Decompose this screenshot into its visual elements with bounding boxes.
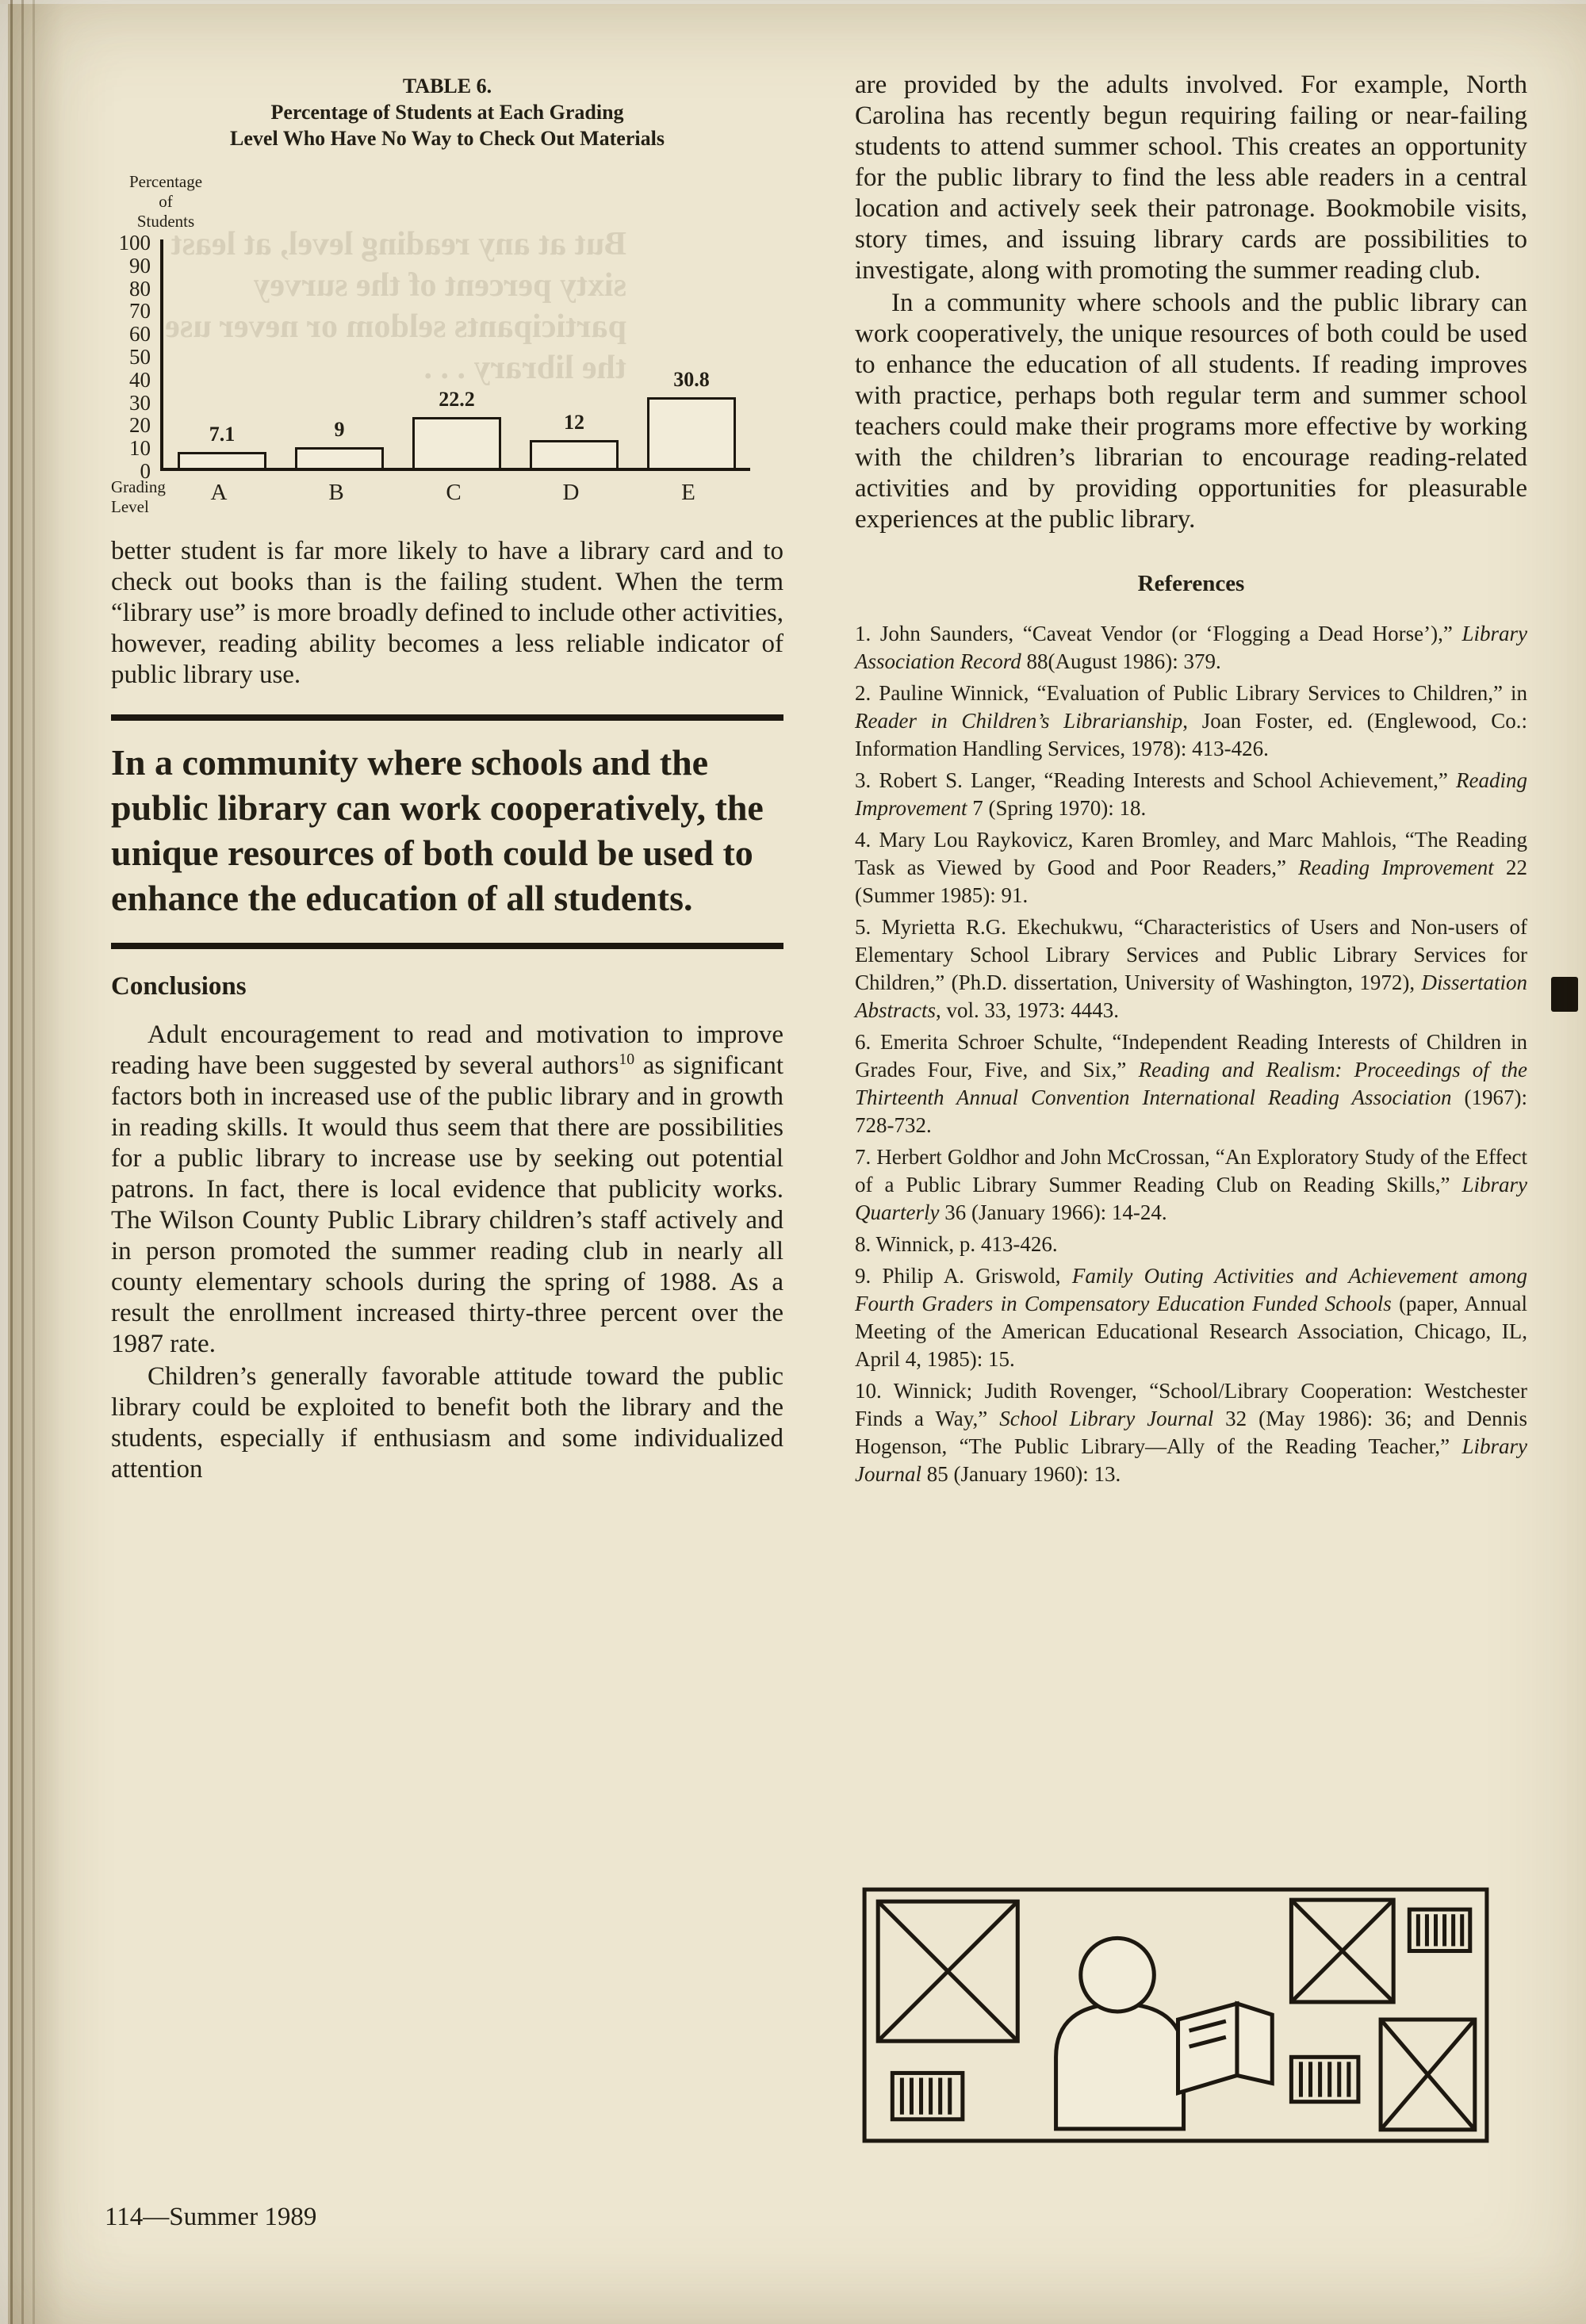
reference-item: 2. Pauline Winnick, “Evaluation of Public Library Services to Children,” in Reader in Children’s Librarianship, Joan Foster, ed. (Englewood, Co.: Information Handling Services, 1978): 413-426. [855, 681, 1528, 760]
right-column [855, 70, 1527, 1492]
reference-item: 10. Winnick; Judith Rovenger, “School/Library Cooperation: Westchester Finds a Way,” School Library Journal 32 (May 1986): 36; and Dennis Hogenson, “The Public Library—Ally of the Reading Teacher,” Library Journal 85 (January 1960): 13. [855, 1379, 1528, 1486]
pull-quote: In a community where schools and the public library can work cooperatively, the unique resources of both could be used to enhance the education of all students. [111, 714, 783, 949]
plot-row [111, 231, 783, 483]
y-axis-label-line: Percentage [128, 172, 203, 191]
x-axis-label-line: Grading [111, 477, 166, 496]
y-tick-label: 40 [129, 367, 151, 392]
plot-area [160, 239, 750, 471]
references-list [855, 620, 1527, 1488]
reference-item: 5. Myrietta R.G. Ekechukwu, “Characteristics of Users and Non-users of Elementary School Library Services and Public Library Services for Children,” (Ph.D. dissertation, University of Washington, 1972), Dissertation Abstracts, vol. 33, 1973: 4443. [855, 915, 1527, 1022]
y-tick-label: 80 [129, 276, 151, 301]
bar-D [530, 440, 619, 468]
bar-E [647, 397, 736, 468]
y-axis-label-line: of [159, 192, 173, 211]
conclusions-heading: Conclusions [111, 972, 247, 1001]
left-column [111, 73, 783, 1487]
chart-title-line1: TABLE 6. [402, 75, 492, 98]
paragraph-childrens-attitude: Children’s generally favorable attitude toward the public library could be exploited to benefit both the library and the students, especially if enthusiasm and some individualized attention [111, 1362, 783, 1484]
reference-item: 1. John Saunders, “Caveat Vendor (or ‘Flogging a Dead Horse’),” Library Association Record 88(August 1986): 379. [855, 622, 1527, 673]
chart-title [111, 73, 783, 151]
margin-print-mark [1551, 977, 1578, 1012]
y-axis-ticks [111, 231, 160, 483]
x-axis-label-line: Level [111, 497, 149, 516]
x-axis-row [111, 471, 783, 517]
bleedthrough-text: But at any reading level, at least sixty percent of the survey participants seldom or never use the library . . . [165, 226, 626, 386]
y-tick-label: 20 [129, 413, 151, 438]
y-tick-label: 60 [129, 322, 151, 346]
paragraph-adult-encouragement: Adult encouragement to read and motivation to improve reading have been suggested by several authors$^{10}$ as significant factors both in increased use of the public library and in growth in reading skills. It would thus seem that there are possibilities for a public library to increase use by seeking out potential patrons. In fact, there is local evidence that publicity works. The Wilson County Public Library children’s staff actively and in person promoted the summer reading club in nearly all county elementary schools during the spring of 1988. As a result the enrollment increased thirty-three percent over the 1987 rate. [111, 1020, 783, 1358]
reference-item: 4. Mary Lou Raykovicz, Karen Bromley, and Marc Mahlois, “The Reading Task as Viewed by Good and Poor Readers,” Reading Improvement 22 (Summer 1985): 91. [855, 828, 1527, 907]
y-tick-label: 30 [129, 390, 151, 415]
x-axis-categories [160, 471, 747, 506]
reference-item: 6. Emerita Schroer Schulte, “Independent Reading Interests of Children in Grades Four, Five, and Six,” Reading and Realism: Proceedings of the Thirteenth Annual Convention International Reading Association (1967): 728-732. [855, 1030, 1527, 1137]
bar-value-label: 22.2 [439, 388, 475, 412]
bar-value-label: 9 [334, 418, 345, 442]
chart-title-line3: Level Who Have No Way to Check Out Materials [230, 127, 665, 150]
x-axis-label [111, 477, 166, 517]
quilt-reading-illustration [860, 1886, 1491, 2149]
paragraph-community-cooperation: In a community where schools and the public library can work cooperatively, the unique resources of both could be used to enhance the education of all students. If reading improves with practice, perhaps both regular term and summer school teachers could make their programs more effective by working with the children’s librarian to encourage reading-related activities and by providing opportunities for pleasurable experiences at the public library. [855, 289, 1527, 534]
y-axis-label-line: Students [136, 212, 195, 231]
y-tick-label: 10 [129, 436, 151, 461]
page-top-edge [0, 0, 1586, 4]
references-heading: References [1137, 571, 1245, 596]
page-footer: 114—Summer 1989 [105, 2203, 317, 2231]
bar-value-label: 7.1 [209, 422, 236, 446]
reference-item: 3. Robert S. Langer, “Reading Interests and School Achievement,” Reading Improvement 7 (Spring 1970): 18. [855, 768, 1527, 820]
table6-chart [111, 73, 783, 517]
bar-A [178, 452, 266, 468]
page-edge-strip [0, 0, 8, 2324]
paragraph-adults-involved: are provided by the adults involved. For example, North Carolina has recently begun requiring failing or near-failing students to attend summer school. This creates an opportunity for the public library to find the less able readers in a central location and actively seek their patronage. Bookmobile visits, story times, and issuing library cards are possibilities to investigate, along with promoting the summer reading club. [855, 71, 1527, 285]
bar-value-label: 12 [564, 411, 584, 435]
reference-item: 7. Herbert Goldhor and John McCrossan, “An Exploratory Study of the Effect of a Public Library Summer Reading Club on Reading Skills,” Library Quarterly 36 (January 1966): 14-24. [855, 1145, 1527, 1224]
reading-person-figure [1056, 1938, 1273, 2128]
bar-value-label: 30.8 [673, 368, 710, 392]
category-label-E: E [681, 480, 695, 505]
reference-item: 8. Winnick, p. 413-426. [855, 1232, 1058, 1256]
y-tick-label: 100 [118, 231, 151, 255]
paragraph-library-card: better student is far more likely to have a library card and to check out books than is the failing student. When the term “library use” is more broadly defined to include other activities, however, reading ability becomes a less reliable indicator of public library use. [111, 537, 783, 689]
category-label-B: B [328, 480, 344, 505]
page-stack-edge-line [21, 0, 24, 2324]
quilt-illustration-svg [860, 1886, 1491, 2145]
binding-shadow [0, 0, 63, 2324]
y-tick-label: 70 [129, 299, 151, 324]
y-tick-label: 0 [140, 459, 151, 483]
category-label-D: D [562, 480, 580, 505]
category-label-C: C [446, 480, 462, 505]
y-tick-label: 90 [129, 253, 151, 278]
category-label-A: A [210, 480, 228, 505]
chart-title-line2: Percentage of Students at Each Grading [270, 101, 624, 124]
y-tick-label: 50 [129, 345, 151, 369]
bar-C [412, 417, 501, 468]
bar-B [295, 447, 384, 468]
page-stack-edge-line [33, 0, 35, 2324]
y-axis-label [106, 172, 225, 232]
reference-item: 9. Philip A. Griswold, Family Outing Activities and Achievement among Fourth Graders in Compensatory Education Funded Schools (paper, Annual Meeting of the American Educational Research Association, Chicago, IL, April 4, 1985): 15. [855, 1264, 1528, 1371]
page-stack-edge-line [10, 0, 13, 2324]
